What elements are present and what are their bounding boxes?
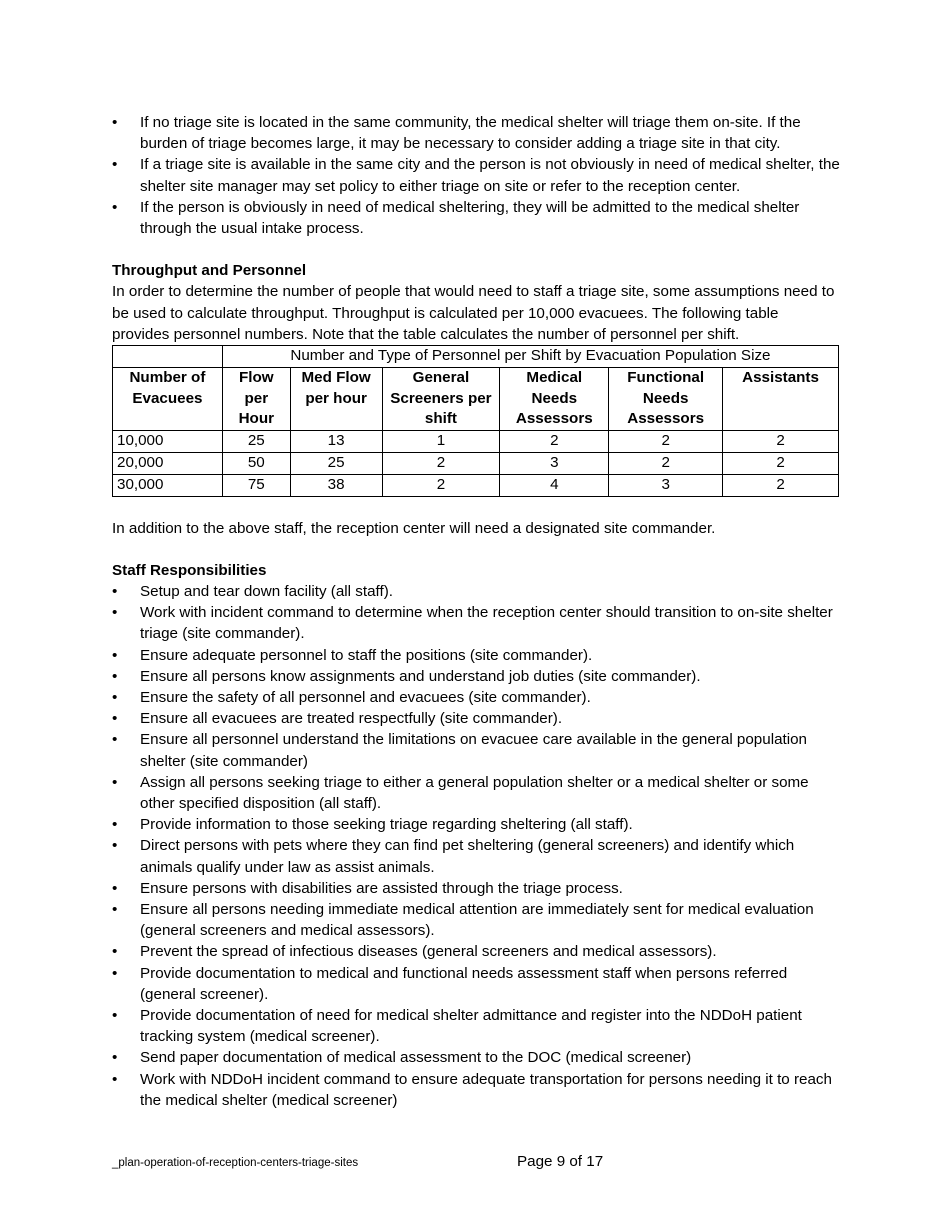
table-cell: 2 bbox=[609, 431, 723, 453]
personnel-table bbox=[112, 345, 839, 497]
list-item-text: Provide documentation of need for medical shelter admittance and register into the NDDoH patient tracking system (medical screener). bbox=[140, 1007, 802, 1046]
staff-bullet-list bbox=[112, 581, 840, 1111]
list-item-text: Work with incident command to determine when the reception center should transition to on-site shelter triage (site commander). bbox=[140, 604, 833, 643]
list-item-text: Assign all persons seeking triage to either a general population shelter or a medical shelter or some other specified disposition (all staff). bbox=[140, 773, 809, 813]
table-row bbox=[113, 431, 839, 453]
bullet-icon: • bbox=[112, 1049, 118, 1067]
table-cell: 2 bbox=[382, 474, 500, 496]
list-item-text: Provide documentation to medical and functional needs assessment staff when persons referred (general screener). bbox=[140, 964, 788, 1003]
list-item-text: Ensure persons with disabilities are assisted through the triage process. bbox=[140, 879, 623, 897]
bullet-icon: • bbox=[112, 689, 118, 707]
table-cell: 3 bbox=[609, 474, 723, 496]
table-cell: 2 bbox=[723, 431, 839, 453]
table-cell: 2 bbox=[382, 453, 500, 475]
list-item-text: Work with NDDoH incident command to ensure adequate transportation for persons needing it to reach the medical shelter (medical screener) bbox=[140, 1070, 832, 1109]
table-cell: 2 bbox=[500, 431, 609, 453]
bullet-icon: • bbox=[112, 710, 118, 728]
table-cell: 10,000 bbox=[113, 431, 223, 453]
bullet-icon: • bbox=[112, 583, 118, 601]
list-item bbox=[112, 1069, 840, 1111]
table-header-row bbox=[113, 367, 839, 430]
table-cell: 25 bbox=[222, 431, 290, 453]
list-item bbox=[112, 772, 840, 814]
table-row bbox=[113, 453, 839, 475]
footer-page-number: Page 9 of 17 bbox=[517, 1153, 604, 1170]
column-header: Functional Needs Assessors bbox=[609, 367, 723, 430]
list-item bbox=[112, 963, 840, 1005]
table-cell: 20,000 bbox=[113, 453, 223, 475]
table-cell: 2 bbox=[723, 453, 839, 475]
bullet-icon: • bbox=[112, 1007, 118, 1025]
list-item-text: Ensure all personnel understand the limitations on evacuee care available in the general population shelter (site commander) bbox=[140, 731, 808, 770]
table-cell: 4 bbox=[500, 474, 609, 496]
bullet-icon: • bbox=[112, 837, 118, 855]
list-item-text: Setup and tear down facility (all staff). bbox=[140, 583, 393, 601]
list-item-text: Ensure all evacuees are treated respectfully (site commander). bbox=[140, 710, 563, 728]
bullet-icon: • bbox=[112, 667, 118, 685]
list-item bbox=[112, 878, 840, 899]
table-cell: 2 bbox=[723, 474, 839, 496]
column-header: General Screeners per shift bbox=[382, 367, 500, 430]
list-item bbox=[112, 112, 840, 154]
list-item-text: If a triage site is available in the same city and the person is not obviously in need of medical shelter, the shelter site manager may set policy to either triage on site or refer to the reception center. bbox=[140, 156, 840, 195]
list-item bbox=[112, 602, 840, 644]
table-cell: 50 bbox=[222, 453, 290, 475]
list-item-text: Ensure the safety of all personnel and evacuees (site commander). bbox=[140, 689, 591, 707]
bullet-icon: • bbox=[112, 1070, 118, 1088]
bullet-icon: • bbox=[112, 816, 118, 834]
table-cell: 25 bbox=[290, 453, 382, 475]
table-cell: 30,000 bbox=[113, 474, 223, 496]
list-item bbox=[112, 941, 840, 962]
table-cell: 3 bbox=[500, 453, 609, 475]
list-item-text: If the person is obviously in need of medical sheltering, they will be admitted to the medical shelter through the usual intake process. bbox=[140, 198, 800, 238]
footer-filename: _plan-operation-of-reception-centers-triage-sites bbox=[112, 1157, 359, 1169]
bullet-icon: • bbox=[112, 731, 118, 749]
column-header: Flow per Hour bbox=[222, 367, 290, 430]
table-group-header-row bbox=[113, 346, 839, 368]
page-content bbox=[112, 112, 840, 1111]
site-commander-note: In addition to the above staff, the reception center will need a designated site commander. bbox=[112, 519, 716, 537]
throughput-paragraph: In order to determine the number of people that would need to staff a triage site, some assumptions need to be used to calculate throughput. Throughput is calculated per 10,000 evacuees. The following table provides personnel numbers. Note that the table calculates the number of personnel per shift. bbox=[112, 283, 835, 343]
list-item-text: Prevent the spread of infectious diseases (general screeners and medical assessors). bbox=[140, 943, 717, 961]
bullet-icon: • bbox=[112, 114, 118, 131]
list-item bbox=[112, 581, 840, 602]
bullet-icon: • bbox=[112, 901, 118, 919]
table-cell-empty bbox=[113, 346, 223, 368]
list-item bbox=[112, 197, 840, 239]
table-row bbox=[113, 474, 839, 496]
table-group-header: Number and Type of Personnel per Shift by Evacuation Population Size bbox=[222, 346, 838, 368]
list-item bbox=[112, 154, 840, 196]
list-item bbox=[112, 1005, 840, 1047]
list-item bbox=[112, 708, 840, 729]
list-item bbox=[112, 666, 840, 687]
list-item bbox=[112, 687, 840, 708]
table-cell: 75 bbox=[222, 474, 290, 496]
column-header: Number of Evacuees bbox=[113, 367, 223, 430]
list-item bbox=[112, 645, 840, 666]
table-cell: 1 bbox=[382, 431, 500, 453]
bullet-icon: • bbox=[112, 156, 118, 174]
table-cell: 2 bbox=[609, 453, 723, 475]
bullet-icon: • bbox=[112, 773, 118, 791]
list-item-text: Ensure all persons needing immediate medical attention are immediately sent for medical evaluation (general screeners and medical assessors). bbox=[140, 901, 814, 940]
list-item-text: Direct persons with pets where they can find pet sheltering (general screeners) and identify which animals qualify under law as assist animals. bbox=[140, 837, 795, 876]
list-item bbox=[112, 835, 840, 877]
bullet-icon: • bbox=[112, 943, 118, 961]
list-item-text: If no triage site is located in the same community, the medical shelter will triage them on-site. If the burden of triage becomes large, it may be necessary to consider adding a triage site in that city. bbox=[140, 114, 801, 153]
bullet-icon: • bbox=[112, 198, 118, 216]
list-item-text: Ensure all persons know assignments and understand job duties (site commander). bbox=[140, 667, 701, 685]
table-cell: 38 bbox=[290, 474, 382, 496]
table-cell: 13 bbox=[290, 431, 382, 453]
intro-bullet-list bbox=[112, 112, 840, 239]
column-header: Medical Needs Assessors bbox=[500, 367, 609, 430]
bullet-icon: • bbox=[112, 879, 118, 897]
throughput-heading: Throughput and Personnel bbox=[112, 262, 307, 280]
list-item bbox=[112, 729, 840, 771]
bullet-icon: • bbox=[112, 646, 118, 664]
list-item bbox=[112, 1047, 840, 1068]
list-item-text: Ensure adequate personnel to staff the positions (site commander). bbox=[140, 646, 593, 664]
bullet-icon: • bbox=[112, 964, 118, 982]
column-header: Assistants bbox=[723, 367, 839, 430]
staff-heading: Staff Responsibilities bbox=[112, 561, 267, 579]
list-item-text: Provide information to those seeking triage regarding sheltering (all staff). bbox=[140, 816, 633, 834]
bullet-icon: • bbox=[112, 604, 118, 622]
list-item bbox=[112, 899, 840, 941]
list-item-text: Send paper documentation of medical assessment to the DOC (medical screener) bbox=[140, 1049, 692, 1067]
column-header: Med Flow per hour bbox=[290, 367, 382, 430]
list-item bbox=[112, 814, 840, 835]
